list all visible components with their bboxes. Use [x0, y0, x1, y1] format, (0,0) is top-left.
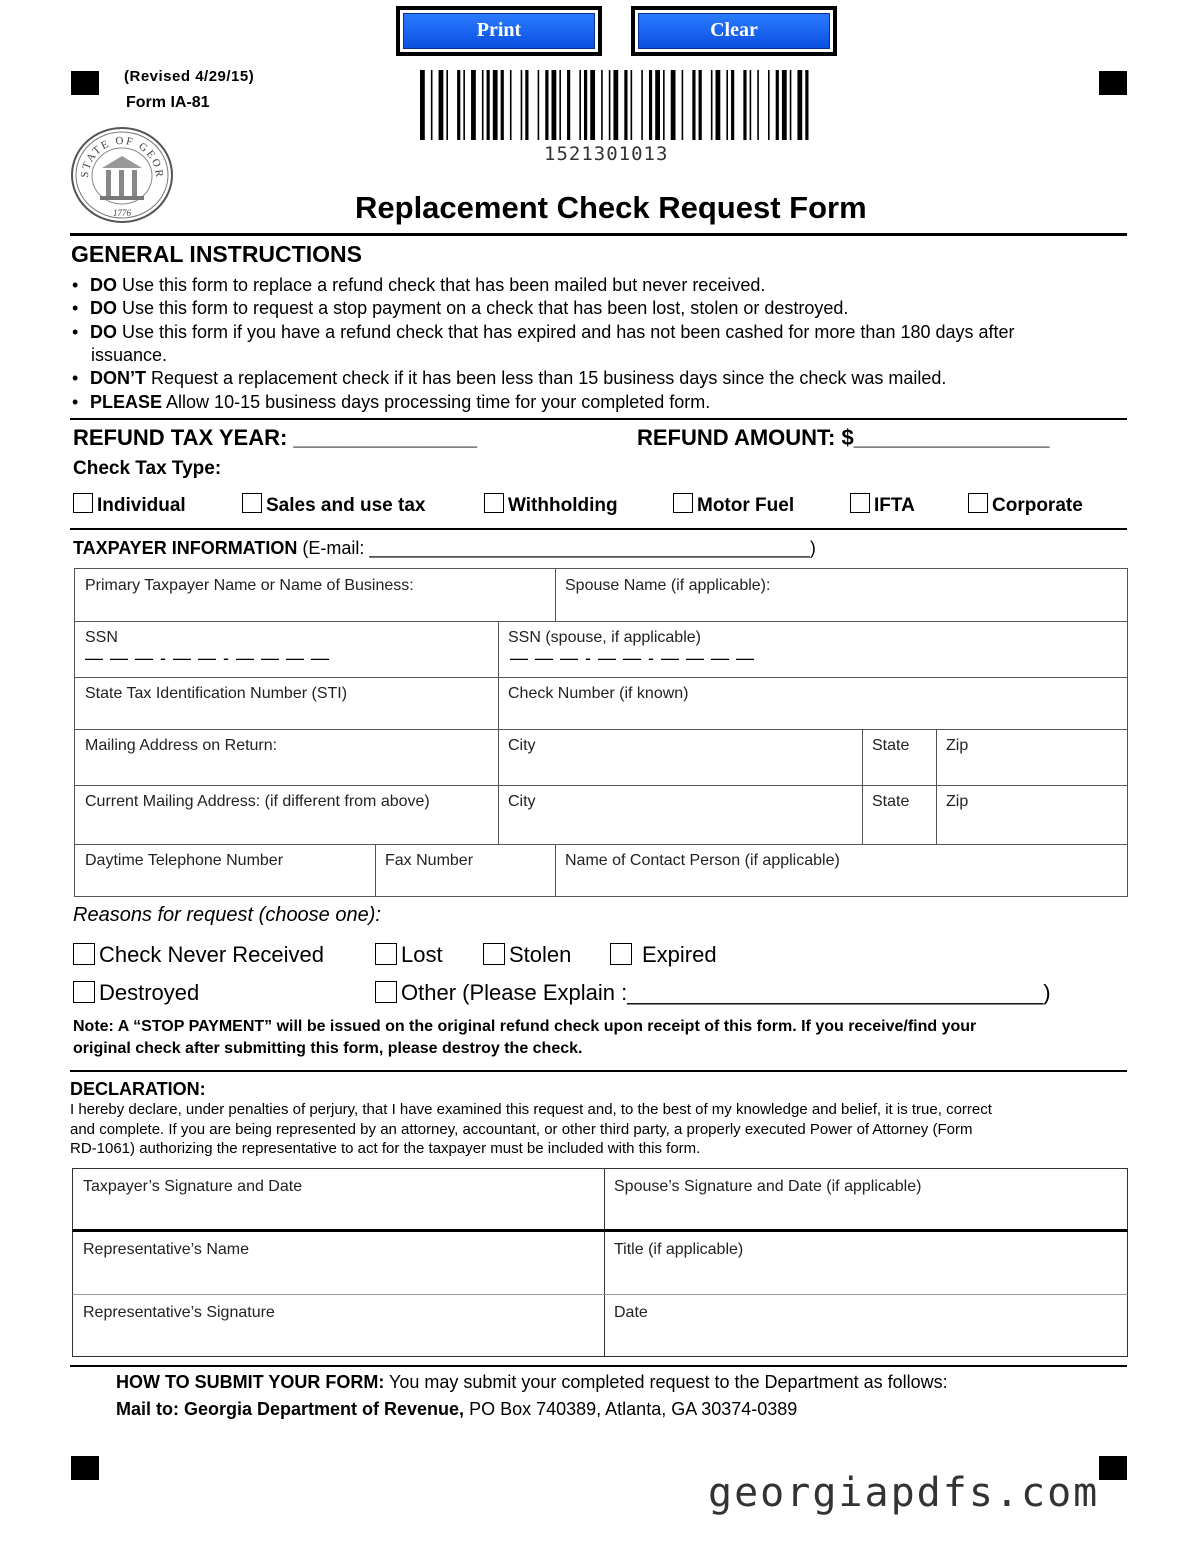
checkbox[interactable]: [242, 493, 262, 513]
sti-field[interactable]: [74, 677, 499, 730]
taxpayer-info-heading: [73, 538, 816, 559]
field-label: Spouse Name (if applicable):: [565, 577, 771, 594]
tax-type-label: Sales and use tax: [266, 495, 426, 516]
representative-title-field[interactable]: [604, 1232, 1128, 1295]
checkbox[interactable]: [73, 943, 95, 965]
how-to-submit-text: You may submit your completed request to the Department as follows:: [384, 1372, 948, 1392]
mailing-address-field[interactable]: [74, 729, 499, 786]
declaration-line-1: I hereby declare, under penalties of perjury, that I have examined this request and, to the best of my knowledge and belief, it is true, correct: [70, 1101, 992, 1118]
checkbox[interactable]: [73, 981, 95, 1003]
tax-type-label: Individual: [97, 495, 186, 516]
tax-type-label: IFTA: [874, 495, 915, 516]
field-label: City: [508, 793, 536, 810]
field-label: Daytime Telephone Number: [85, 852, 284, 869]
contact-person-field[interactable]: [555, 844, 1128, 897]
mailing-state-field[interactable]: [862, 729, 937, 786]
georgia-seal: [70, 126, 174, 224]
instruction-lead: DO: [90, 275, 117, 295]
field-label: Date: [614, 1304, 648, 1321]
mailing-city-field[interactable]: [498, 729, 863, 786]
field-label: SSN: [85, 629, 118, 646]
instruction-lead: DO: [90, 298, 117, 318]
field-label: Representative’s Signature: [83, 1304, 275, 1321]
seal-text: STATE OF GEOR: [78, 134, 166, 180]
field-label: State: [872, 737, 910, 754]
representative-name-field[interactable]: [72, 1232, 605, 1295]
checkbox[interactable]: [968, 493, 988, 513]
tax-type-label: Withholding: [508, 495, 618, 516]
field-label: Current Mailing Address: (if different from above): [85, 793, 430, 810]
barcode: [418, 70, 810, 140]
field-label: Title (if applicable): [614, 1241, 744, 1258]
print-button[interactable]: [396, 6, 602, 56]
field-label: Fax Number: [385, 852, 474, 869]
instruction-text: Use this form to replace a refund check that has been mailed but never received.: [117, 275, 766, 295]
field-label: Name of Contact Person (if applicable): [565, 852, 840, 869]
tax-type-individual[interactable]: [73, 493, 186, 517]
reasons-heading: Reasons for request (choose one):: [73, 904, 381, 926]
reason-label: Other (Please Explain :__________________________________): [401, 980, 1051, 1005]
current-zip-field[interactable]: [936, 785, 1128, 845]
current-address-field[interactable]: [74, 785, 499, 845]
registration-mark-top-right: [1099, 71, 1127, 95]
field-label: State Tax Identification Number (STI): [85, 685, 348, 702]
print-button-label: Print: [403, 13, 595, 49]
reason-label: Check Never Received: [99, 942, 324, 967]
spouse-ssn-pattern: — — — - — — - — — — —: [510, 648, 755, 668]
instruction-text: Use this form if you have a refund check that has expired and has not been cashed for more than 180 days after: [117, 322, 1015, 342]
checkbox[interactable]: [73, 493, 93, 513]
reason-expired[interactable]: [610, 942, 717, 968]
fax-field[interactable]: [375, 844, 556, 897]
field-label: Zip: [946, 793, 969, 810]
mailing-zip-field[interactable]: [936, 729, 1128, 786]
checkbox[interactable]: [850, 493, 870, 513]
registration-mark-bottom-right: [1099, 1456, 1127, 1480]
form-title: Replacement Check Request Form: [355, 190, 867, 225]
spouse-signature-field[interactable]: [604, 1168, 1128, 1232]
instruction-item: • DO Use this form to request a stop payment on a check that has been lost, stolen or destroyed.: [72, 298, 849, 318]
declaration-line-2: and complete. If you are being represented by an attorney, accountant, or other third party, a properly executed Power of Attorney (Form: [70, 1121, 973, 1138]
tax-type-corporate[interactable]: [968, 493, 1083, 517]
taxpayer-signature-field[interactable]: [72, 1168, 605, 1232]
mail-to-lead: Mail to: Georgia Department of Revenue,: [116, 1399, 465, 1419]
barcode-number: 1521301013: [544, 143, 669, 165]
tax-type-ifta[interactable]: [850, 493, 915, 517]
ssn-pattern: — — — - — — - — — — —: [85, 648, 330, 668]
mail-to-address: PO Box 740389, Atlanta, GA 30374-0389: [464, 1399, 798, 1419]
signatures-rule: [70, 1365, 1127, 1367]
registration-mark-bottom-left: [71, 1456, 99, 1480]
tax-type-motor-fuel[interactable]: [673, 493, 794, 517]
check-number-field[interactable]: [498, 677, 1128, 730]
taxpayer-info-title: TAXPAYER INFORMATION: [73, 538, 298, 558]
checkbox[interactable]: [483, 943, 505, 965]
instructions-heading: GENERAL INSTRUCTIONS: [71, 241, 362, 267]
representative-signature-field[interactable]: [72, 1294, 605, 1357]
instruction-lead: DO: [90, 322, 117, 342]
reason-stolen[interactable]: [483, 942, 571, 968]
reason-lost[interactable]: [375, 942, 443, 968]
tax-type-withholding[interactable]: [484, 493, 618, 517]
instruction-item: • PLEASE Allow 10-15 business days processing time for your completed form.: [72, 392, 711, 412]
revised-date: (Revised 4/29/15): [124, 68, 255, 85]
stop-payment-note-2: original check after submitting this form, please destroy the check.: [73, 1040, 583, 1057]
current-state-field[interactable]: [862, 785, 937, 845]
instruction-continuation: issuance.: [91, 345, 168, 365]
instruction-lead: DON’T: [90, 368, 146, 388]
instruction-text: Use this form to request a stop payment on a check that has been lost, stolen or destroyed.: [117, 298, 849, 318]
instruction-item: • DON’T Request a replacement check if it has been less than 15 business days since the check was mailed.: [72, 368, 947, 388]
instruction-item: • DO Use this form if you have a refund check that has expired and has not been cashed for more than 180 days after: [72, 322, 1015, 342]
watermark: georgiapdfs.com: [708, 1470, 1100, 1516]
refund-amount-field[interactable]: REFUND AMOUNT: $________________: [637, 425, 1050, 450]
form-id: Form IA-81: [126, 94, 210, 111]
clear-button[interactable]: [631, 6, 837, 56]
tax-type-label: Motor Fuel: [697, 495, 795, 516]
field-label: Spouse’s Signature and Date (if applicable): [614, 1178, 922, 1195]
representative-date-field[interactable]: [604, 1294, 1128, 1357]
instruction-lead: PLEASE: [90, 392, 163, 412]
tax-type-sales-use[interactable]: [242, 493, 425, 517]
reason-never-received[interactable]: [73, 942, 324, 968]
tax-type-rule: [70, 528, 1127, 530]
barcode-bars: [418, 70, 810, 140]
registration-mark-top-left: [71, 71, 99, 95]
instruction-text: Allow 10-15 business days processing time for your completed form.: [162, 392, 711, 412]
tax-type-label: Corporate: [992, 495, 1083, 516]
reason-label: Expired: [642, 942, 717, 967]
declaration-line-3: RD-1061) authorizing the representative to act for the taxpayer must be included with this form.: [70, 1140, 701, 1157]
checkbox[interactable]: [375, 981, 397, 1003]
checkbox[interactable]: [375, 943, 397, 965]
checkbox[interactable]: [484, 493, 504, 513]
instructions-rule: [70, 418, 1127, 420]
field-label: Representative’s Name: [83, 1241, 250, 1258]
field-label: State: [872, 793, 910, 810]
stop-payment-note: Note: A “STOP PAYMENT” will be issued on the original refund check upon receipt of this form. If you receive/find your: [73, 1018, 977, 1035]
checkbox[interactable]: [610, 943, 632, 965]
svg-text:STATE OF GEORGIA: [70, 126, 165, 179]
spouse-name-field[interactable]: [555, 568, 1128, 622]
field-label: Primary Taxpayer Name or Name of Business:: [85, 577, 414, 594]
mail-to: [116, 1399, 797, 1420]
reason-label: Destroyed: [99, 980, 200, 1005]
field-label: Mailing Address on Return:: [85, 737, 278, 754]
email-field[interactable]: (E-mail: ____________________________________________): [297, 538, 816, 558]
reasons-rule: [70, 1070, 1127, 1072]
phone-field[interactable]: [74, 844, 376, 897]
declaration-heading: DECLARATION:: [70, 1079, 206, 1099]
field-label: Check Number (if known): [508, 685, 689, 702]
check-tax-type-label: Check Tax Type:: [73, 458, 222, 479]
reason-label: Stolen: [509, 942, 572, 967]
reason-label: Lost: [401, 942, 443, 967]
checkbox[interactable]: [673, 493, 693, 513]
reason-destroyed[interactable]: [73, 980, 199, 1006]
field-label: City: [508, 737, 536, 754]
current-city-field[interactable]: [498, 785, 863, 845]
how-to-submit-lead: HOW TO SUBMIT YOUR FORM:: [116, 1372, 385, 1392]
field-label: Zip: [946, 737, 969, 754]
field-label: Taxpayer’s Signature and Date: [83, 1178, 303, 1195]
seal-year: 1776: [113, 208, 131, 218]
instruction-item: • DO Use this form to replace a refund check that has been mailed but never received.: [72, 275, 766, 295]
title-rule: [70, 233, 1127, 236]
field-label: SSN (spouse, if applicable): [508, 629, 701, 646]
primary-name-field[interactable]: [74, 568, 556, 622]
refund-tax-year-field[interactable]: REFUND TAX YEAR: _______________: [73, 425, 477, 450]
reason-other[interactable]: [375, 980, 1051, 1006]
how-to-submit: [116, 1372, 948, 1393]
clear-button-label: Clear: [638, 13, 830, 49]
instruction-text: Request a replacement check if it has been less than 15 business days since the check was mailed.: [146, 368, 947, 388]
